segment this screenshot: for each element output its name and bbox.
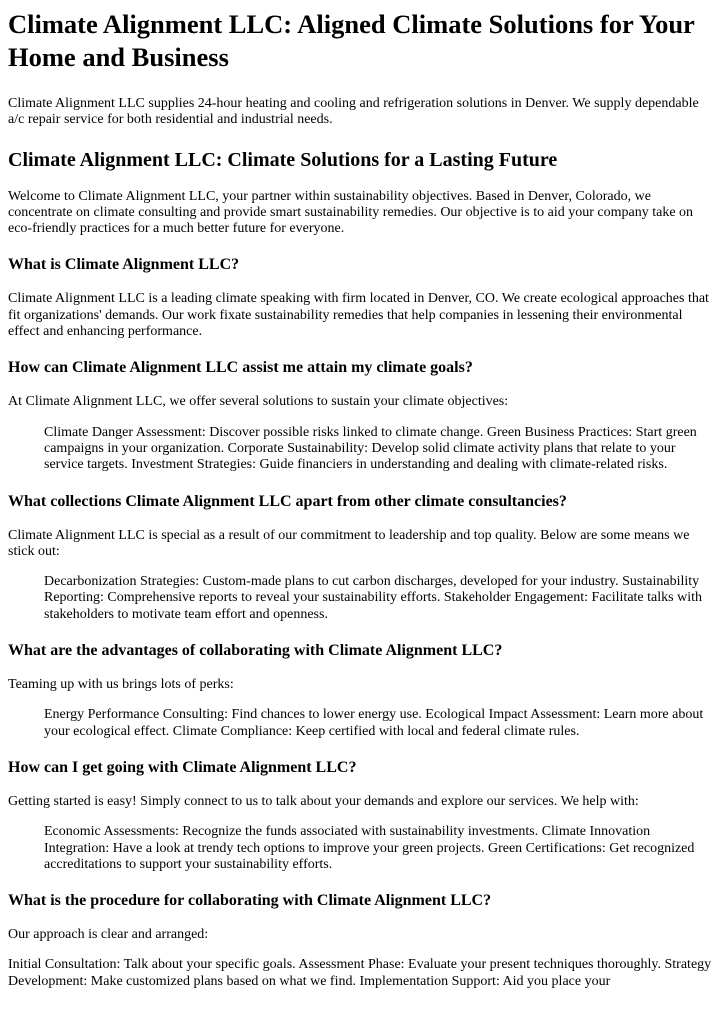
section-heading: What collections Climate Alignment LLC apart from other climate consultancies? (8, 492, 567, 510)
section-heading: How can I get going with Climate Alignment LLC? (8, 758, 357, 776)
intro-paragraph: Climate Alignment LLC supplies 24-hour heating and cooling and refrigeration solutions in Denver. We supply dependable a/c repair service for both residential and industrial needs. (8, 96, 699, 128)
section-heading: How can Climate Alignment LLC assist me attain my climate goals? (8, 359, 473, 377)
page-title: Climate Alignment LLC: Aligned Climate Solutions for Your Home and Business (8, 9, 695, 72)
section-blockquote: Economic Assessments: Recognize the funds associated with sustainability investments. Climate Innovation Integration: Have a look at trendy tech options to improve your green projects. Green Certifications: Get recognized accreditations to support your sustainability efforts. (44, 824, 695, 872)
section-blockquote: Climate Danger Assessment: Discover possible risks linked to climate change. Green Business Practices: Start green campaigns in your organization. Corporate Sustainability: Develop solid climate activity plans that relate to your service targets. Investment Strategies: Guide financiers in understanding and dealing with climate-related risks. (44, 424, 697, 473)
section-paragraph: Initial Consultation: Talk about your specific goals. Assessment Phase: Evaluate your present techniques thoroughly. Strategy Development: Make customized plans based on what we find. Implementation Support: Aid you place your (8, 957, 712, 989)
section-heading: What are the advantages of collaborating with Climate Alignment LLC? (8, 642, 503, 660)
section-paragraph: At Climate Alignment LLC, we offer several solutions to sustain your climate objectives: (8, 394, 509, 410)
section-paragraph: Our approach is clear and arranged: (8, 927, 209, 943)
section-paragraph: Climate Alignment LLC is a leading climate speaking with firm located in Denver, CO. We create ecological approaches that fit organizations' demands. Our work fixate sustainability remedies that help companies in lessening their environmental effect and enhancing performance. (8, 291, 709, 340)
section-heading: Climate Alignment LLC: Climate Solutions for a Lasting Future (8, 148, 558, 171)
section-heading: What is Climate Alignment LLC? (8, 256, 240, 274)
section-heading: What is the procedure for collaborating with Climate Alignment LLC? (8, 892, 492, 910)
section-paragraph: Teaming up with us brings lots of perks: (8, 677, 234, 693)
section-paragraph: Climate Alignment LLC is special as a result of our commitment to leadership and top quality. Below are some means we stick out: (8, 527, 690, 559)
section-paragraph: Getting started is easy! Simply connect to us to talk about your demands and explore our services. We help with: (8, 793, 639, 809)
section-paragraph: Welcome to Climate Alignment LLC, your partner within sustainability objectives. Based in Denver, Colorado, we concentrate on climate consulting and provide smart sustainability remedies. Our objective is to aid your company take on eco-friendly practices for a much better future for everyone. (8, 188, 694, 237)
section-blockquote: Decarbonization Strategies: Custom-made plans to cut carbon discharges, developed for your industry. Sustainability Reporting: Comprehensive reports to reveal your sustainability efforts. Stakeholder Engagement: Facilitate talks with stakeholders to motivate team effort and openness. (44, 574, 702, 622)
section-blockquote: Energy Performance Consulting: Find chances to lower energy use. Ecological Impact Assessment: Learn more about your ecological effect. Climate Compliance: Keep certified with local and federal climate rules. (44, 707, 704, 739)
